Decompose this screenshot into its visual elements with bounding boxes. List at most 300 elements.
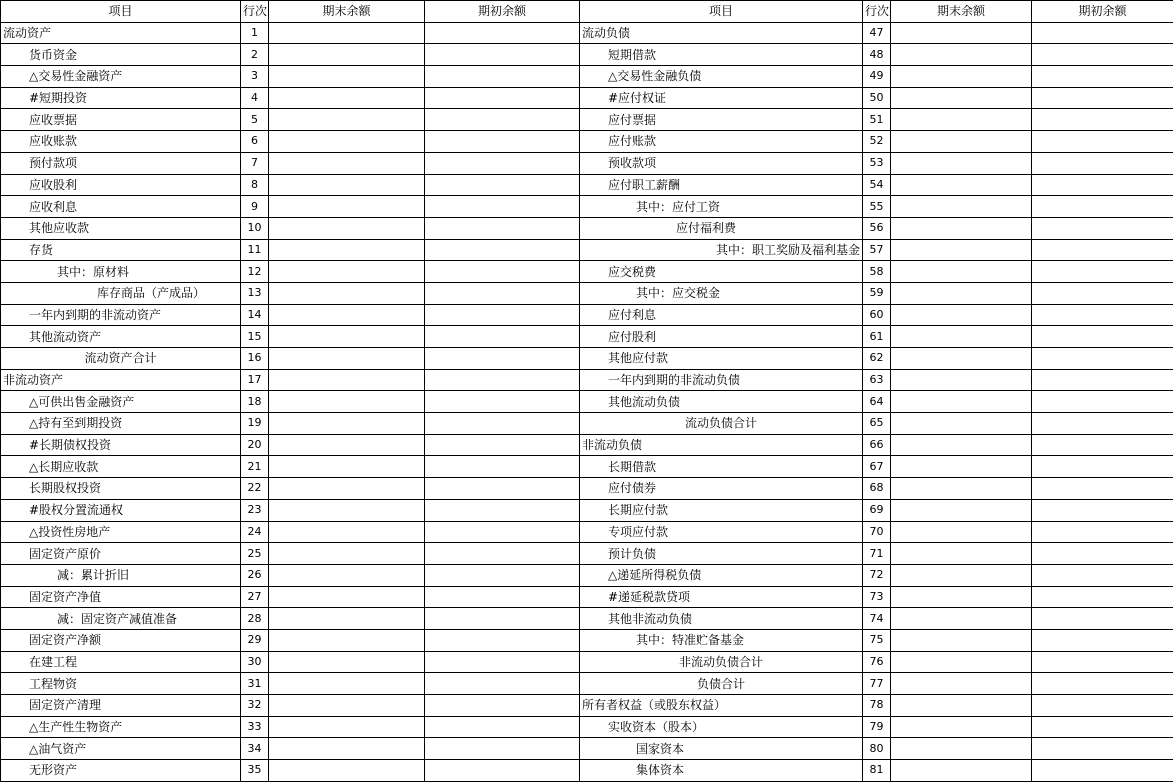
right-begin-balance-cell[interactable] [1032, 738, 1173, 760]
right-line-number: 55 [863, 196, 891, 218]
right-line-number: 75 [863, 629, 891, 651]
left-begin-balance-cell[interactable] [425, 282, 580, 304]
right-line-number: 78 [863, 695, 891, 717]
left-end-balance-cell[interactable] [269, 738, 425, 760]
left-item-name: 无形资产 [1, 760, 241, 782]
left-end-balance-cell[interactable] [269, 217, 425, 239]
table-row [1, 478, 1173, 500]
right-begin-balance-cell[interactable] [1032, 369, 1173, 391]
table-row [1, 261, 1173, 283]
right-item-name: #应付权证 [580, 87, 863, 109]
right-begin-balance-cell[interactable] [1032, 760, 1173, 782]
left-end-balance-cell[interactable] [269, 348, 425, 370]
left-line-number: 5 [241, 109, 269, 131]
table-row [1, 760, 1173, 782]
right-begin-balance-cell[interactable] [1032, 348, 1173, 370]
right-end-balance-cell[interactable] [891, 564, 1032, 586]
left-begin-balance-cell[interactable] [425, 217, 580, 239]
table-row [1, 239, 1173, 261]
right-line-number: 77 [863, 673, 891, 695]
right-item-name: 应交税费 [580, 261, 863, 283]
left-begin-balance-cell[interactable] [425, 261, 580, 283]
left-begin-balance-cell[interactable] [425, 651, 580, 673]
table-row [1, 456, 1173, 478]
table-row [1, 66, 1173, 88]
left-begin-balance-cell[interactable] [425, 304, 580, 326]
left-line-number: 24 [241, 521, 269, 543]
left-item-name: 应收账款 [1, 131, 241, 153]
right-end-balance-cell[interactable] [891, 109, 1032, 131]
left-begin-balance-cell[interactable] [425, 326, 580, 348]
right-item-name: 预计负债 [580, 543, 863, 565]
left-item-name: 固定资产净值 [1, 586, 241, 608]
table-row [1, 217, 1173, 239]
right-begin-balance-cell[interactable] [1032, 695, 1173, 717]
right-line-number: 69 [863, 499, 891, 521]
left-begin-balance-cell[interactable] [425, 87, 580, 109]
right-begin-balance-cell[interactable] [1032, 44, 1173, 66]
right-begin-balance-cell[interactable] [1032, 22, 1173, 44]
right-item-name: 国家资本 [580, 738, 863, 760]
right-end-balance-cell[interactable] [891, 282, 1032, 304]
left-item-name: △可供出售金融资产 [1, 391, 241, 413]
right-begin-balance-cell[interactable] [1032, 217, 1173, 239]
left-item-name: 其中：原材料 [1, 261, 241, 283]
right-item-name: 其他非流动负债 [580, 608, 863, 630]
left-item-name: 长期股权投资 [1, 478, 241, 500]
right-item-name: 集体资本 [580, 760, 863, 782]
header-line-left: 行次 [241, 1, 269, 23]
table-row [1, 304, 1173, 326]
right-line-number: 54 [863, 174, 891, 196]
left-end-balance-cell[interactable] [269, 152, 425, 174]
left-end-balance-cell[interactable] [269, 196, 425, 218]
left-item-name: △持有至到期投资 [1, 413, 241, 435]
right-line-number: 49 [863, 66, 891, 88]
left-line-number: 20 [241, 434, 269, 456]
left-end-balance-cell[interactable] [269, 499, 425, 521]
left-end-balance-cell[interactable] [269, 760, 425, 782]
right-line-number: 80 [863, 738, 891, 760]
left-line-number: 30 [241, 651, 269, 673]
left-item-name: 非流动资产 [1, 369, 241, 391]
left-line-number: 19 [241, 413, 269, 435]
right-line-number: 81 [863, 760, 891, 782]
left-line-number: 33 [241, 716, 269, 738]
left-begin-balance-cell[interactable] [425, 629, 580, 651]
right-item-name: 应付股利 [580, 326, 863, 348]
left-begin-balance-cell[interactable] [425, 348, 580, 370]
right-item-name: 非流动负债合计 [580, 651, 863, 673]
right-begin-balance-cell[interactable] [1032, 282, 1173, 304]
right-end-balance-cell[interactable] [891, 760, 1032, 782]
left-line-number: 29 [241, 629, 269, 651]
right-line-number: 79 [863, 716, 891, 738]
right-line-number: 47 [863, 22, 891, 44]
left-end-balance-cell[interactable] [269, 434, 425, 456]
right-end-balance-cell[interactable] [891, 499, 1032, 521]
right-end-balance-cell[interactable] [891, 413, 1032, 435]
left-begin-balance-cell[interactable] [425, 196, 580, 218]
right-item-name: 专项应付款 [580, 521, 863, 543]
right-end-balance-cell[interactable] [891, 326, 1032, 348]
right-end-balance-cell[interactable] [891, 434, 1032, 456]
left-begin-balance-cell[interactable] [425, 738, 580, 760]
right-item-name: 其中：特准贮备基金 [580, 629, 863, 651]
table-row [1, 22, 1173, 44]
left-begin-balance-cell[interactable] [425, 716, 580, 738]
left-item-name: 一年内到期的非流动资产 [1, 304, 241, 326]
right-end-balance-cell[interactable] [891, 87, 1032, 109]
right-end-balance-cell[interactable] [891, 673, 1032, 695]
left-begin-balance-cell[interactable] [425, 456, 580, 478]
right-begin-balance-cell[interactable] [1032, 629, 1173, 651]
right-item-name: 实收资本（股本） [580, 716, 863, 738]
right-end-balance-cell[interactable] [891, 131, 1032, 153]
left-end-balance-cell[interactable] [269, 44, 425, 66]
right-line-number: 66 [863, 434, 891, 456]
left-end-balance-cell[interactable] [269, 543, 425, 565]
left-begin-balance-cell[interactable] [425, 413, 580, 435]
left-end-balance-cell[interactable] [269, 478, 425, 500]
left-begin-balance-cell[interactable] [425, 434, 580, 456]
table-row [1, 326, 1173, 348]
left-item-name: △交易性金融资产 [1, 66, 241, 88]
right-begin-balance-cell[interactable] [1032, 716, 1173, 738]
left-line-number: 28 [241, 608, 269, 630]
left-line-number: 16 [241, 348, 269, 370]
left-end-balance-cell[interactable] [269, 413, 425, 435]
left-begin-balance-cell[interactable] [425, 239, 580, 261]
left-end-balance-cell[interactable] [269, 261, 425, 283]
right-item-name: 应付票据 [580, 109, 863, 131]
left-item-name: 流动资产合计 [1, 348, 241, 370]
right-item-name: 应付账款 [580, 131, 863, 153]
left-line-number: 32 [241, 695, 269, 717]
left-item-name: 应收利息 [1, 196, 241, 218]
left-item-name: 固定资产清理 [1, 695, 241, 717]
right-begin-balance-cell[interactable] [1032, 239, 1173, 261]
right-begin-balance-cell[interactable] [1032, 261, 1173, 283]
table-body [1, 22, 1173, 781]
left-line-number: 17 [241, 369, 269, 391]
right-begin-balance-cell[interactable] [1032, 673, 1173, 695]
table-row [1, 87, 1173, 109]
table-row [1, 174, 1173, 196]
left-item-name: 应收票据 [1, 109, 241, 131]
header-line-right: 行次 [863, 1, 891, 23]
left-begin-balance-cell[interactable] [425, 391, 580, 413]
left-item-name: △生产性生物资产 [1, 716, 241, 738]
right-item-name: 非流动负债 [580, 434, 863, 456]
left-end-balance-cell[interactable] [269, 456, 425, 478]
right-line-number: 61 [863, 326, 891, 348]
header-end-balance-right: 期末余额 [891, 1, 1032, 23]
left-item-name: 减：固定资产减值准备 [1, 608, 241, 630]
left-begin-balance-cell[interactable] [425, 152, 580, 174]
left-begin-balance-cell[interactable] [425, 66, 580, 88]
left-item-name: 减：累计折旧 [1, 564, 241, 586]
left-line-number: 13 [241, 282, 269, 304]
table-row [1, 738, 1173, 760]
left-begin-balance-cell[interactable] [425, 760, 580, 782]
left-item-name: 固定资产净额 [1, 629, 241, 651]
table-row [1, 586, 1173, 608]
right-begin-balance-cell[interactable] [1032, 586, 1173, 608]
table-row [1, 716, 1173, 738]
left-end-balance-cell[interactable] [269, 521, 425, 543]
left-begin-balance-cell[interactable] [425, 521, 580, 543]
left-item-name: △长期应收款 [1, 456, 241, 478]
right-begin-balance-cell[interactable] [1032, 196, 1173, 218]
left-begin-balance-cell[interactable] [425, 131, 580, 153]
table-row [1, 44, 1173, 66]
left-line-number: 18 [241, 391, 269, 413]
left-item-name: △投资性房地产 [1, 521, 241, 543]
left-begin-balance-cell[interactable] [425, 174, 580, 196]
table-row [1, 282, 1173, 304]
right-end-balance-cell[interactable] [891, 44, 1032, 66]
right-line-number: 67 [863, 456, 891, 478]
right-line-number: 56 [863, 217, 891, 239]
left-end-balance-cell[interactable] [269, 109, 425, 131]
right-item-name: 长期应付款 [580, 499, 863, 521]
right-begin-balance-cell[interactable] [1032, 87, 1173, 109]
left-end-balance-cell[interactable] [269, 629, 425, 651]
left-item-name: 应收股利 [1, 174, 241, 196]
table-row [1, 348, 1173, 370]
right-item-name: 所有者权益（或股东权益） [580, 695, 863, 717]
right-line-number: 51 [863, 109, 891, 131]
left-end-balance-cell[interactable] [269, 673, 425, 695]
left-end-balance-cell[interactable] [269, 608, 425, 630]
left-end-balance-cell[interactable] [269, 131, 425, 153]
right-item-name: 一年内到期的非流动负债 [580, 369, 863, 391]
right-end-balance-cell[interactable] [891, 629, 1032, 651]
right-item-name: 应付利息 [580, 304, 863, 326]
right-begin-balance-cell[interactable] [1032, 131, 1173, 153]
right-end-balance-cell[interactable] [891, 152, 1032, 174]
left-begin-balance-cell[interactable] [425, 543, 580, 565]
right-end-balance-cell[interactable] [891, 304, 1032, 326]
table-row [1, 152, 1173, 174]
left-line-number: 1 [241, 22, 269, 44]
right-end-balance-cell[interactable] [891, 521, 1032, 543]
left-begin-balance-cell[interactable] [425, 478, 580, 500]
right-end-balance-cell[interactable] [891, 478, 1032, 500]
right-end-balance-cell[interactable] [891, 261, 1032, 283]
table-row [1, 391, 1173, 413]
right-end-balance-cell[interactable] [891, 586, 1032, 608]
right-line-number: 76 [863, 651, 891, 673]
table-row [1, 651, 1173, 673]
right-line-number: 48 [863, 44, 891, 66]
left-item-name: 流动资产 [1, 22, 241, 44]
right-item-name: 长期借款 [580, 456, 863, 478]
header-row [1, 1, 1173, 23]
left-line-number: 11 [241, 239, 269, 261]
right-end-balance-cell[interactable] [891, 348, 1032, 370]
right-begin-balance-cell[interactable] [1032, 391, 1173, 413]
right-begin-balance-cell[interactable] [1032, 543, 1173, 565]
left-end-balance-cell[interactable] [269, 174, 425, 196]
right-end-balance-cell[interactable] [891, 369, 1032, 391]
left-item-name: #股权分置流通权 [1, 499, 241, 521]
header-begin-balance-right: 期初余额 [1032, 1, 1173, 23]
left-line-number: 2 [241, 44, 269, 66]
left-line-number: 9 [241, 196, 269, 218]
right-end-balance-cell[interactable] [891, 391, 1032, 413]
left-item-name: 货币资金 [1, 44, 241, 66]
right-item-name: 短期借款 [580, 44, 863, 66]
right-end-balance-cell[interactable] [891, 66, 1032, 88]
right-line-number: 70 [863, 521, 891, 543]
left-line-number: 3 [241, 66, 269, 88]
left-item-name: 其他流动资产 [1, 326, 241, 348]
right-begin-balance-cell[interactable] [1032, 66, 1173, 88]
right-begin-balance-cell[interactable] [1032, 174, 1173, 196]
left-end-balance-cell[interactable] [269, 304, 425, 326]
left-end-balance-cell[interactable] [269, 716, 425, 738]
right-end-balance-cell[interactable] [891, 716, 1032, 738]
right-item-name: △交易性金融负债 [580, 66, 863, 88]
right-end-balance-cell[interactable] [891, 174, 1032, 196]
left-item-name: #短期投资 [1, 87, 241, 109]
left-item-name: 工程物资 [1, 673, 241, 695]
table-row [1, 673, 1173, 695]
table-row [1, 131, 1173, 153]
left-begin-balance-cell[interactable] [425, 369, 580, 391]
right-begin-balance-cell[interactable] [1032, 651, 1173, 673]
left-begin-balance-cell[interactable] [425, 44, 580, 66]
table-row [1, 564, 1173, 586]
table-row [1, 629, 1173, 651]
left-begin-balance-cell[interactable] [425, 564, 580, 586]
header-begin-balance-left: 期初余额 [425, 1, 580, 23]
right-line-number: 64 [863, 391, 891, 413]
left-begin-balance-cell[interactable] [425, 695, 580, 717]
right-item-name: 其他流动负债 [580, 391, 863, 413]
left-line-number: 25 [241, 543, 269, 565]
left-end-balance-cell[interactable] [269, 326, 425, 348]
right-begin-balance-cell[interactable] [1032, 434, 1173, 456]
right-end-balance-cell[interactable] [891, 22, 1032, 44]
right-begin-balance-cell[interactable] [1032, 521, 1173, 543]
left-end-balance-cell[interactable] [269, 87, 425, 109]
right-begin-balance-cell[interactable] [1032, 152, 1173, 174]
right-line-number: 53 [863, 152, 891, 174]
right-begin-balance-cell[interactable] [1032, 564, 1173, 586]
right-end-balance-cell[interactable] [891, 738, 1032, 760]
right-item-name: 流动负债 [580, 22, 863, 44]
left-end-balance-cell[interactable] [269, 695, 425, 717]
table-row [1, 695, 1173, 717]
right-line-number: 59 [863, 282, 891, 304]
left-begin-balance-cell[interactable] [425, 673, 580, 695]
right-item-name: 其中：职工奖励及福利基金 [580, 239, 863, 261]
left-end-balance-cell[interactable] [269, 391, 425, 413]
left-line-number: 10 [241, 217, 269, 239]
left-end-balance-cell[interactable] [269, 22, 425, 44]
left-begin-balance-cell[interactable] [425, 22, 580, 44]
right-begin-balance-cell[interactable] [1032, 478, 1173, 500]
left-line-number: 22 [241, 478, 269, 500]
left-item-name: #长期债权投资 [1, 434, 241, 456]
right-item-name: 应付债券 [580, 478, 863, 500]
left-begin-balance-cell[interactable] [425, 109, 580, 131]
right-begin-balance-cell[interactable] [1032, 608, 1173, 630]
table-row [1, 499, 1173, 521]
table-row [1, 413, 1173, 435]
left-end-balance-cell[interactable] [269, 564, 425, 586]
right-item-name: △递延所得税负债 [580, 564, 863, 586]
left-end-balance-cell[interactable] [269, 651, 425, 673]
header-item-left: 项目 [1, 1, 241, 23]
left-end-balance-cell[interactable] [269, 282, 425, 304]
left-item-name: 存货 [1, 239, 241, 261]
right-line-number: 58 [863, 261, 891, 283]
left-line-number: 21 [241, 456, 269, 478]
right-line-number: 72 [863, 564, 891, 586]
left-line-number: 14 [241, 304, 269, 326]
left-end-balance-cell[interactable] [269, 369, 425, 391]
right-end-balance-cell[interactable] [891, 196, 1032, 218]
left-line-number: 35 [241, 760, 269, 782]
left-item-name: 在建工程 [1, 651, 241, 673]
left-begin-balance-cell[interactable] [425, 586, 580, 608]
right-line-number: 68 [863, 478, 891, 500]
left-begin-balance-cell[interactable] [425, 499, 580, 521]
right-line-number: 52 [863, 131, 891, 153]
right-end-balance-cell[interactable] [891, 217, 1032, 239]
right-line-number: 63 [863, 369, 891, 391]
left-end-balance-cell[interactable] [269, 239, 425, 261]
table-row [1, 543, 1173, 565]
right-line-number: 73 [863, 586, 891, 608]
left-line-number: 7 [241, 152, 269, 174]
right-line-number: 74 [863, 608, 891, 630]
left-begin-balance-cell[interactable] [425, 608, 580, 630]
right-item-name: 应付职工薪酬 [580, 174, 863, 196]
left-line-number: 34 [241, 738, 269, 760]
right-end-balance-cell[interactable] [891, 239, 1032, 261]
table-row [1, 434, 1173, 456]
right-begin-balance-cell[interactable] [1032, 456, 1173, 478]
right-begin-balance-cell[interactable] [1032, 499, 1173, 521]
left-item-name: 其他应收款 [1, 217, 241, 239]
right-end-balance-cell[interactable] [891, 456, 1032, 478]
right-end-balance-cell[interactable] [891, 608, 1032, 630]
right-begin-balance-cell[interactable] [1032, 326, 1173, 348]
left-end-balance-cell[interactable] [269, 586, 425, 608]
left-line-number: 6 [241, 131, 269, 153]
right-end-balance-cell[interactable] [891, 651, 1032, 673]
right-begin-balance-cell[interactable] [1032, 304, 1173, 326]
table-row [1, 109, 1173, 131]
left-end-balance-cell[interactable] [269, 66, 425, 88]
right-begin-balance-cell[interactable] [1032, 413, 1173, 435]
right-item-name: 应付福利费 [580, 217, 863, 239]
header-end-balance-left: 期末余额 [269, 1, 425, 23]
left-item-name: 预付款项 [1, 152, 241, 174]
table-row [1, 369, 1173, 391]
right-begin-balance-cell[interactable] [1032, 109, 1173, 131]
left-line-number: 27 [241, 586, 269, 608]
header-item-right: 项目 [580, 1, 863, 23]
right-item-name: 流动负债合计 [580, 413, 863, 435]
right-end-balance-cell[interactable] [891, 695, 1032, 717]
right-end-balance-cell[interactable] [891, 543, 1032, 565]
